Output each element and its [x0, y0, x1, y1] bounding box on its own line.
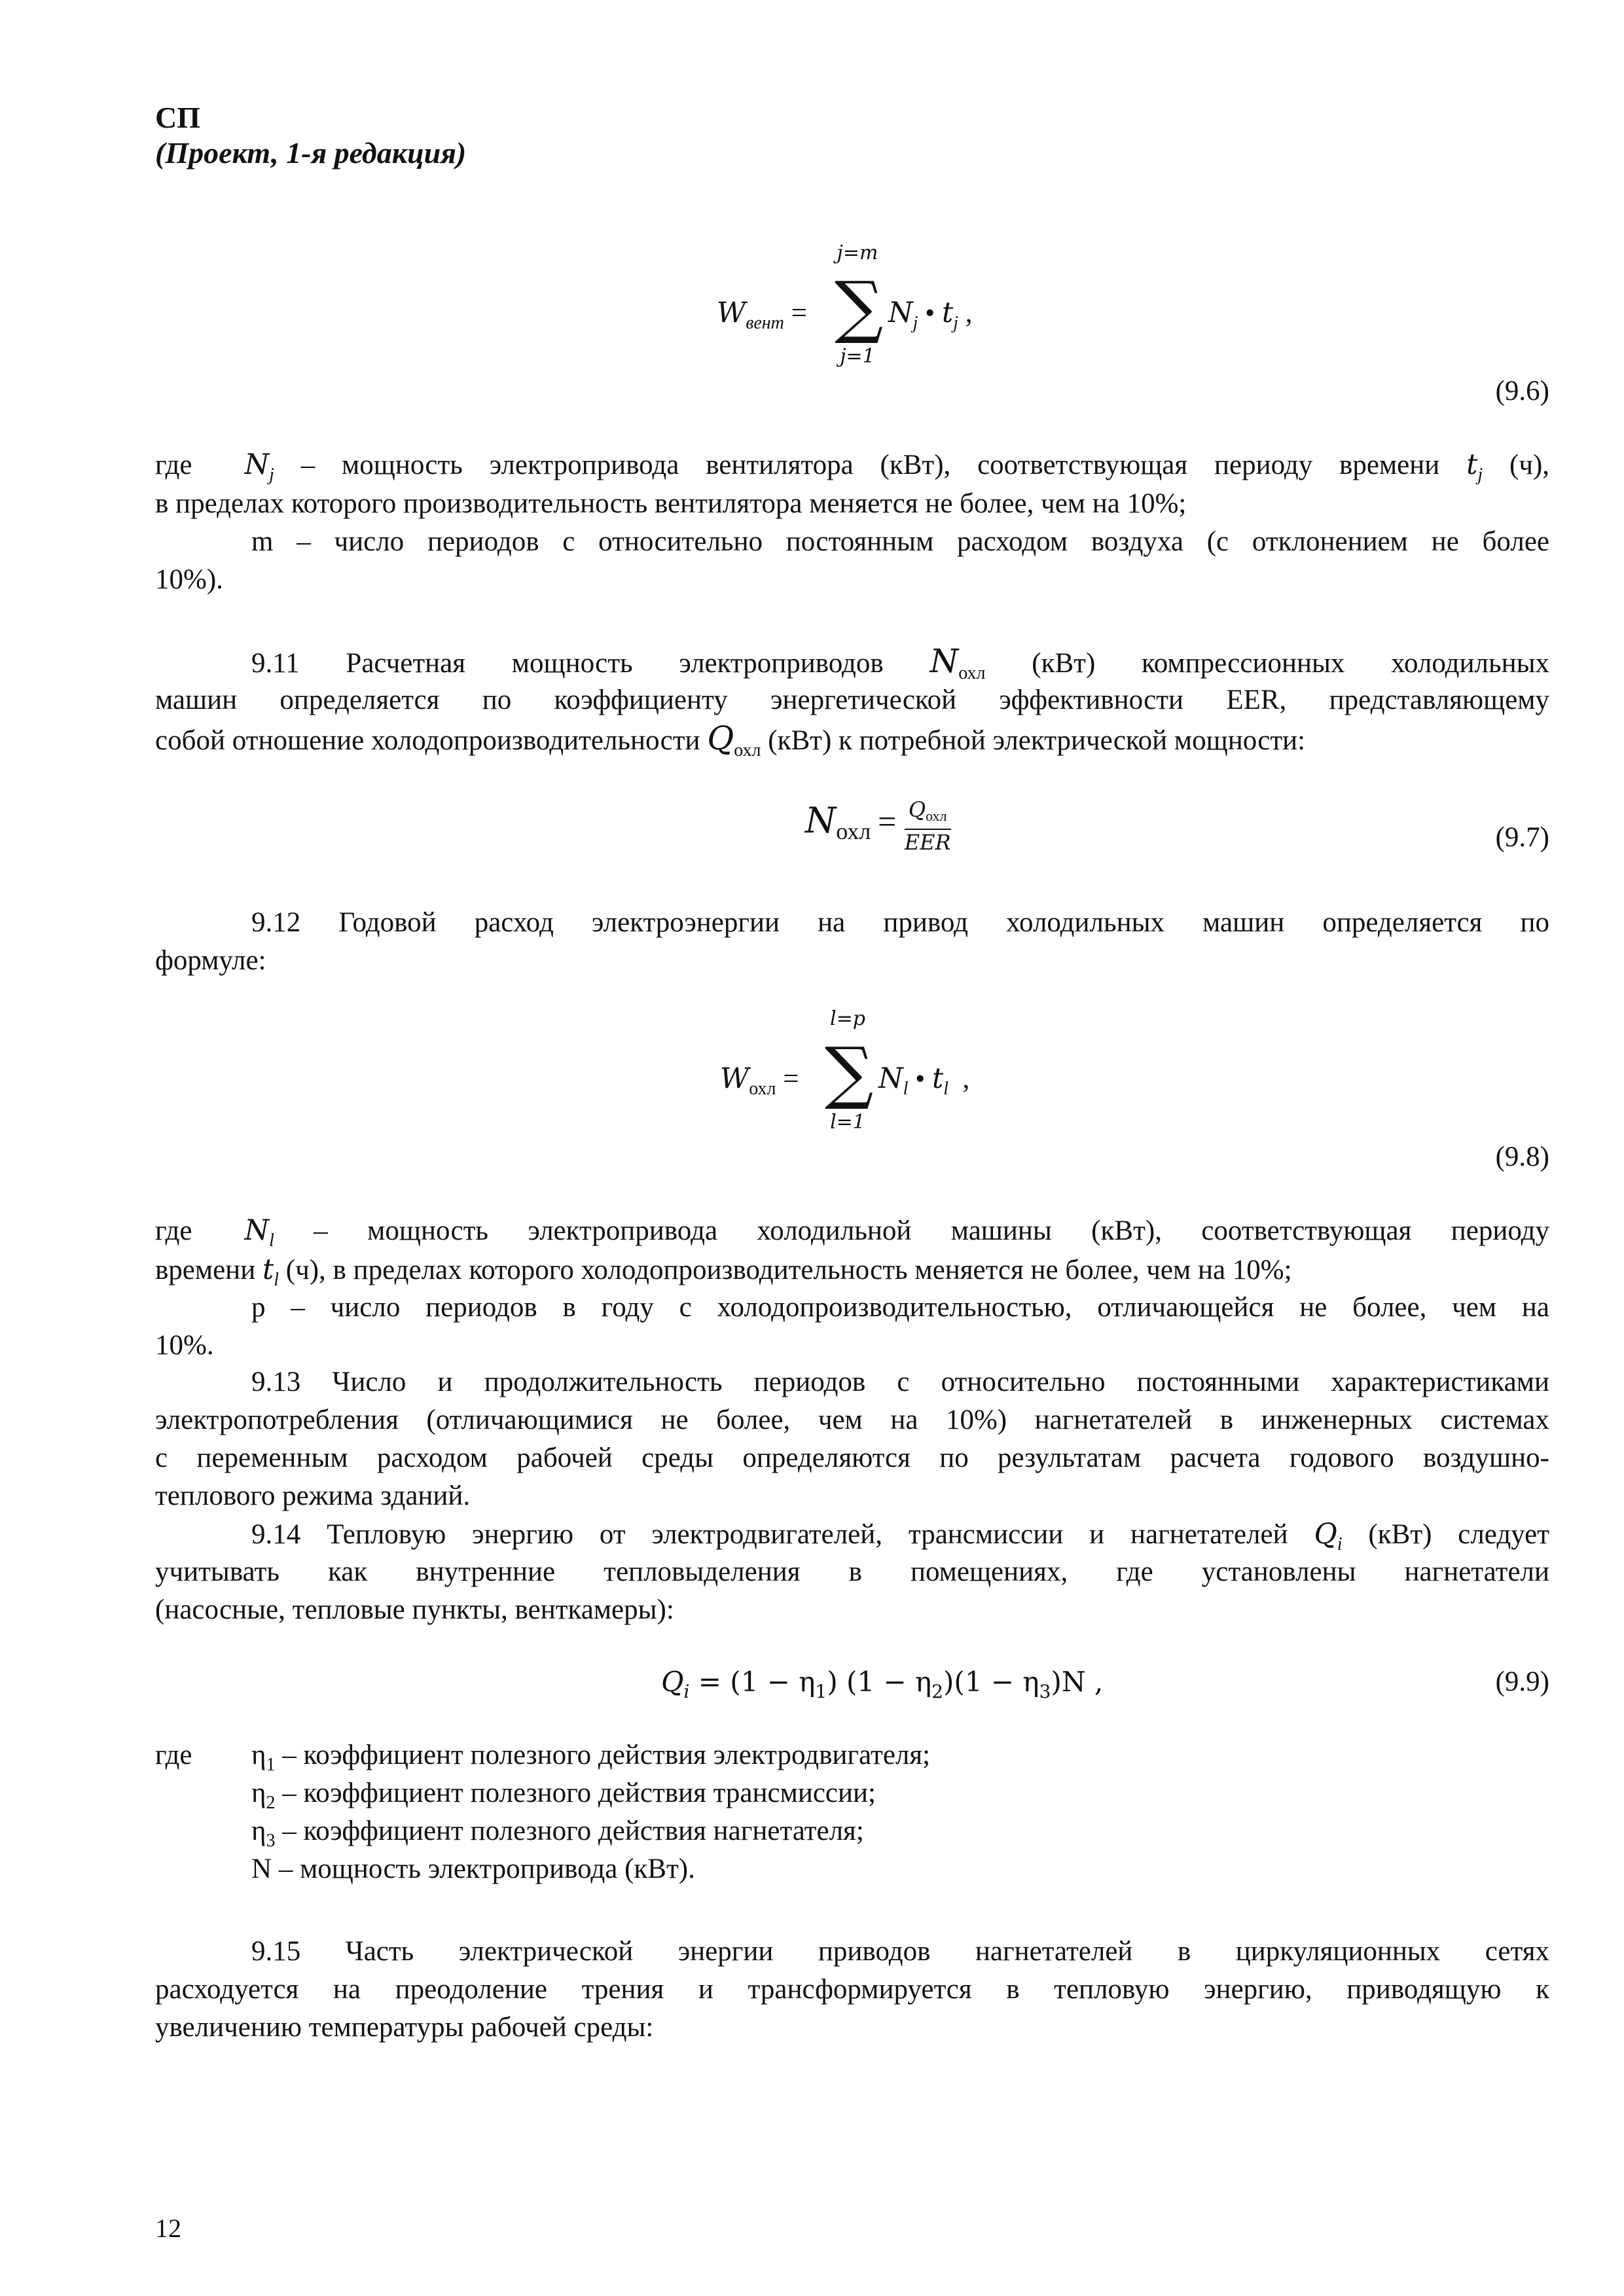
equation-number-9-6: (9.6)	[1495, 376, 1549, 406]
where-9-6-line-4: 10%).	[155, 564, 223, 595]
sum-upper-limit: l=p	[830, 1007, 865, 1030]
paragraph-9-15-line-3: увеличению температуры рабочей среды:	[155, 2012, 654, 2043]
paragraph-9-14-line-1: 9.14 Тепловую энергию от электродвигателей, трансмиссии и нагнетателей $Q_i$ (кВт) следует	[251, 1518, 1550, 1554]
equation-number-9-7: (9.7)	[1495, 822, 1549, 853]
where-9-6-line-2: в пределах которого производительность вентилятора меняется не более, чем на 10%;	[155, 488, 1187, 519]
eq-body: $N_l$ • $t_l$ ,	[878, 1062, 970, 1099]
doc-edition: (Проект, 1-я редакция)	[155, 136, 467, 170]
page-number: 12	[155, 2214, 181, 2243]
paragraph-9-11-line-1: 9.11 Расчетная мощность электроприводов $N_{охл}$ (кВт) компрессионных холодильных	[251, 642, 1549, 683]
paragraph-9-14-line-3: (насосные, тепловые пункты, венткамеры):	[155, 1594, 674, 1625]
equation-9-6	[717, 242, 1083, 380]
where-9-6-line-3: m – число периодов с относительно постоянным расходом воздуха (с отклонением не более	[251, 526, 1549, 557]
paragraph-9-13-line-4: теплового режима зданий.	[155, 1480, 471, 1511]
where-9-9-item: N – мощность электропривода (кВт).	[251, 1854, 695, 1884]
doc-code: СП	[155, 101, 200, 134]
eq-body: $N_j$ • $t_j$ ,	[888, 296, 973, 333]
equation-number-9-8: (9.8)	[1495, 1141, 1549, 1172]
equation-9-9: $Q_i = (1 - \eta_1) (1 - \eta_2)(1 - \eta_3)N$ ,	[661, 1666, 1104, 1702]
where-9-8-line-2: времени $t_l$ (ч), в пределах которого холодопроизводительность меняется не более, чем на 10%;	[155, 1253, 1292, 1290]
eq-lhs: $W_{охл}$ =	[720, 1062, 799, 1099]
where-9-9-item: $\eta_2$ – коэффициент полезного действия трансмиссии;	[251, 1778, 876, 1813]
equation-number-9-9: (9.9)	[1495, 1666, 1549, 1697]
where-9-9-item: $\eta_1$ – коэффициент полезного действия электродвигателя;	[251, 1740, 931, 1775]
sum-lower-limit: l=1	[830, 1111, 865, 1134]
where-9-8-line-3: p – число периодов в году с холодопроизводительностью, отличающейся не более, чем на	[251, 1292, 1549, 1323]
paragraph-9-12-line-1: 9.12 Годовой расход электроэнергии на привод холодильных машин определяется по	[251, 907, 1549, 938]
paragraph-9-11-line-3: собой отношение холодопроизводительности $Q_{охл}$ (кВт) к потребной электрической мощности:	[155, 719, 1306, 761]
equation-9-8	[720, 1008, 1087, 1145]
paragraph-9-11-line-2: машин определяется по коэффициенту энергетической эффективности EER, представляющему	[155, 685, 1549, 715]
sigma-symbol: ∑	[835, 266, 884, 346]
where-9-6-line-1: где $N_j$ – мощность электропривода вентилятора (кВт), соответствующая периоду времени $t_j$ (ч),	[155, 448, 1550, 485]
paragraph-9-15-line-1: 9.15 Часть электрической энергии приводов нагнетателей в циркуляционных сетях	[251, 1936, 1549, 1967]
sum-upper-limit: j=m	[837, 242, 878, 264]
sigma-symbol: ∑	[825, 1032, 874, 1112]
where-9-9-label: где	[155, 1740, 192, 1770]
paragraph-9-13-line-3: с переменным расходом рабочей среды определяются по результатам расчета годового воздушно-	[155, 1443, 1549, 1473]
paragraph-9-12-line-2: формуле:	[155, 945, 266, 976]
where-9-8-line-1: где $N_l$ – мощность электропривода холодильной машины (кВт), соответствующая периоду	[155, 1214, 1550, 1251]
where-9-9-item: $\eta_3$ – коэффициент полезного действия нагнетателя;	[251, 1816, 864, 1851]
paragraph-9-15-line-2: расходуется на преодоление трения и трансформируется в тепловую энергию, приводящую к	[155, 1974, 1549, 2005]
equation-9-7: $N_{охл}$ = $\frac{\text{Qохл}}{\text{EER}}$	[805, 797, 951, 855]
fraction: $\frac{\text{Qохл}}{\text{EER}}$	[904, 797, 951, 855]
sum-lower-limit: j=1	[840, 345, 875, 368]
eq-lhs: $W_{вент}$ =	[717, 296, 807, 333]
paragraph-9-14-line-2: учитывать как внутренние тепловыделения в помещениях, где установлены нагнетатели	[155, 1556, 1549, 1587]
paragraph-9-13-line-1: 9.13 Число и продолжительность периодов с относительно постоянными характеристиками	[251, 1367, 1549, 1397]
paragraph-9-13-line-2: электропотребления (отличающимися не более, чем на 10%) нагнетателей в инженерных системах	[155, 1405, 1549, 1435]
where-9-8-line-4: 10%.	[155, 1330, 214, 1361]
